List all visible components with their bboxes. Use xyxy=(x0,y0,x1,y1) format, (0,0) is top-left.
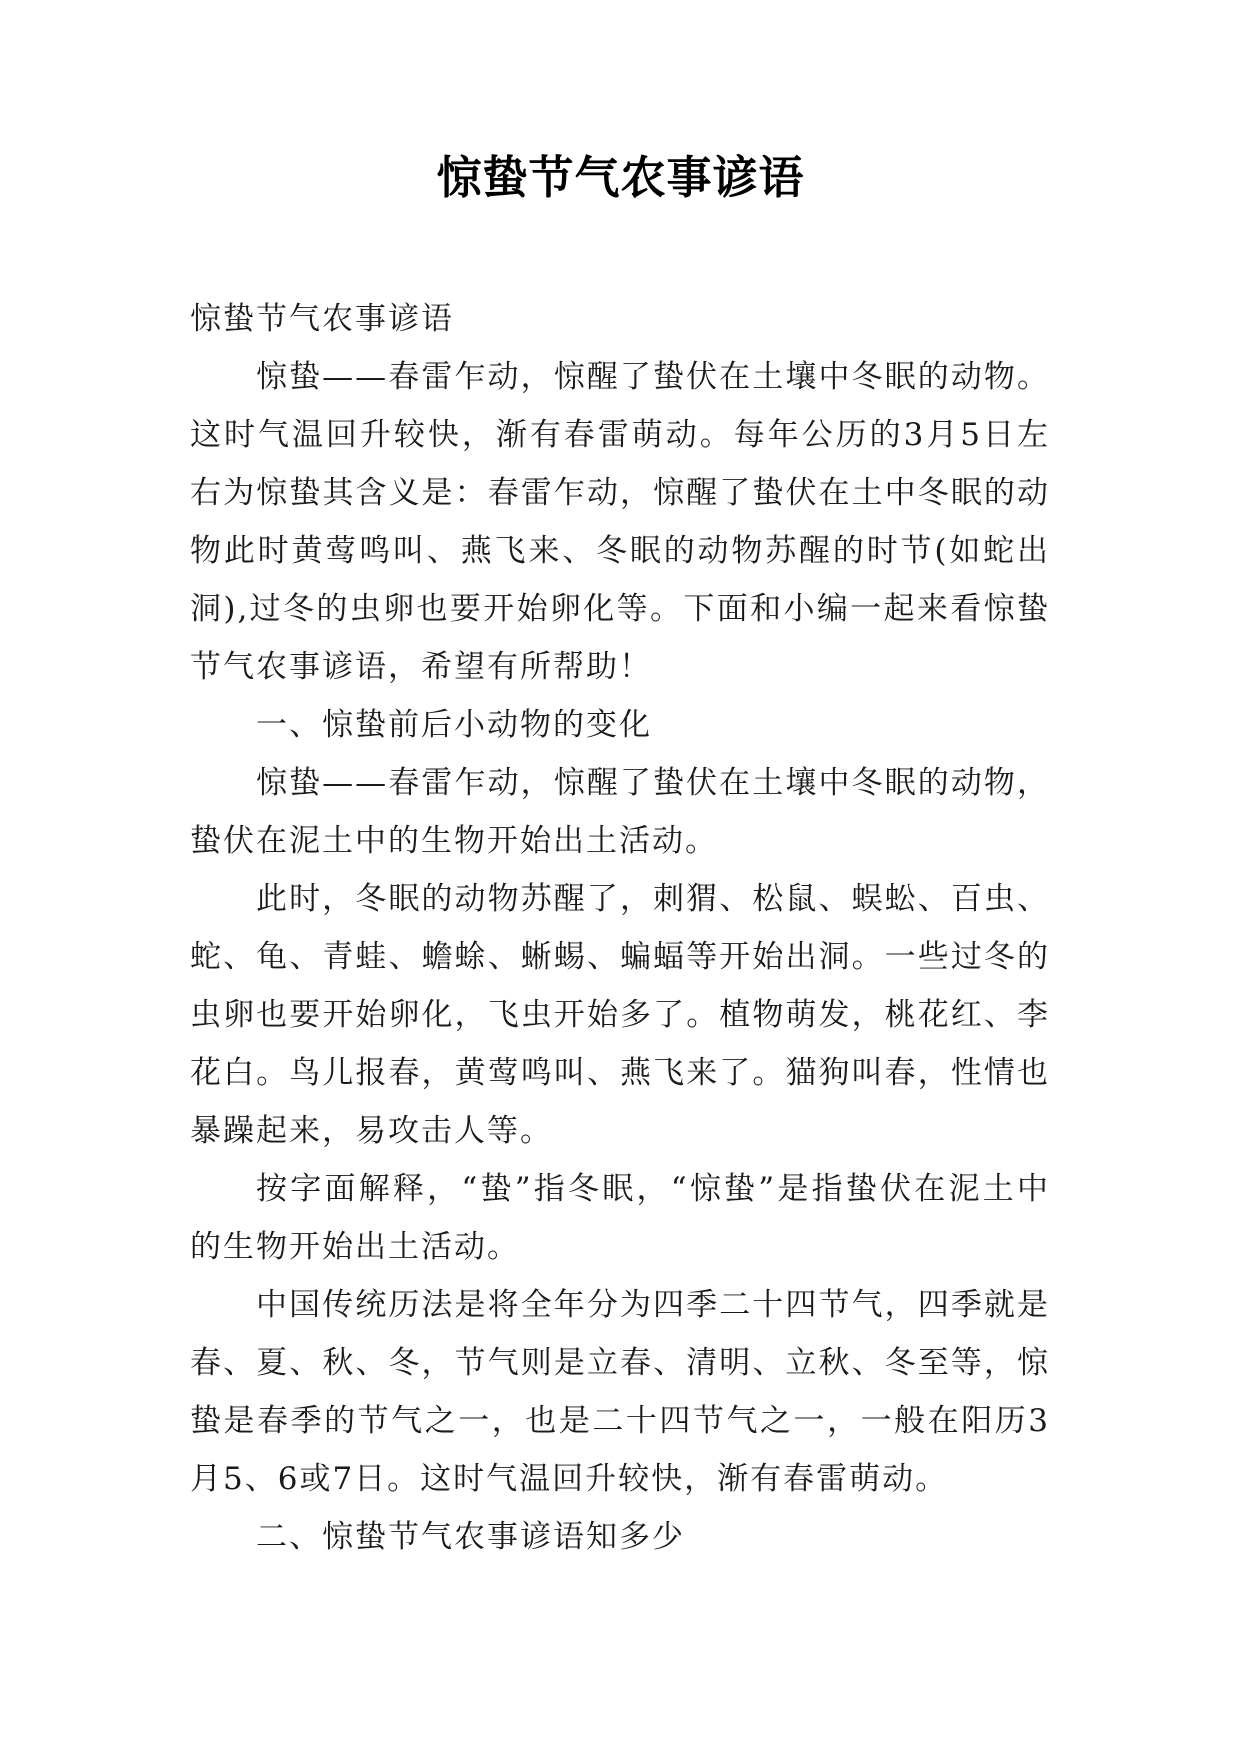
document-title: 惊蛰节气农事谚语 xyxy=(436,151,805,204)
paragraph: 中国传统历法是将全年分为四季二十四节气，四季就是春、夏、秋、冬，节气则是立春、清明、立秋、冬至等，惊蛰是春季的节气之一，也是二十四节气之一，一般在阳历3月5、6或7日。这时气温回升较快，渐有春雷萌动。 xyxy=(190,1287,1050,1497)
paragraph-intro: 惊蛰——春雷乍动，惊醒了蛰伏在土壤中冬眠的动物。这时气温回升较快，渐有春雷萌动。每年公历的3月5日左右为惊蛰其含义是：春雷乍动，惊醒了蛰伏在土中冬眠的动物此时黄莺鸣叫、燕飞来、冬眠的动物苏醒的时节(如蛇出洞),过冬的虫卵也要开始卵化等。下面和小编一起来看惊蛰节气农事谚语，希望有所帮助！ xyxy=(190,359,1050,685)
section-heading-2: 二、惊蛰节气农事谚语知多少 xyxy=(256,1519,685,1555)
paragraph: 按字面解释，“蛰”指冬眠，“惊蛰”是指蛰伏在泥土中的生物开始出土活动。 xyxy=(190,1171,1050,1265)
paragraph: 此时，冬眠的动物苏醒了，刺猬、松鼠、蜈蚣、百虫、蛇、龟、青蛙、蟾蜍、蜥蜴、蝙蝠等开始出洞。一些过冬的虫卵也要开始卵化，飞虫开始多了。植物萌发，桃花红、李花白。鸟儿报春，黄莺鸣叫、燕飞来了。猫狗叫春，性情也暴躁起来，易攻击人等。 xyxy=(190,881,1050,1149)
section-heading-1: 一、惊蛰前后小动物的变化 xyxy=(256,707,652,743)
paragraph-heading: 惊蛰节气农事谚语 xyxy=(190,301,454,337)
document-body xyxy=(190,290,1050,1566)
paragraph: 惊蛰——春雷乍动，惊醒了蛰伏在土壤中冬眠的动物，蛰伏在泥土中的生物开始出土活动。 xyxy=(190,765,1050,859)
